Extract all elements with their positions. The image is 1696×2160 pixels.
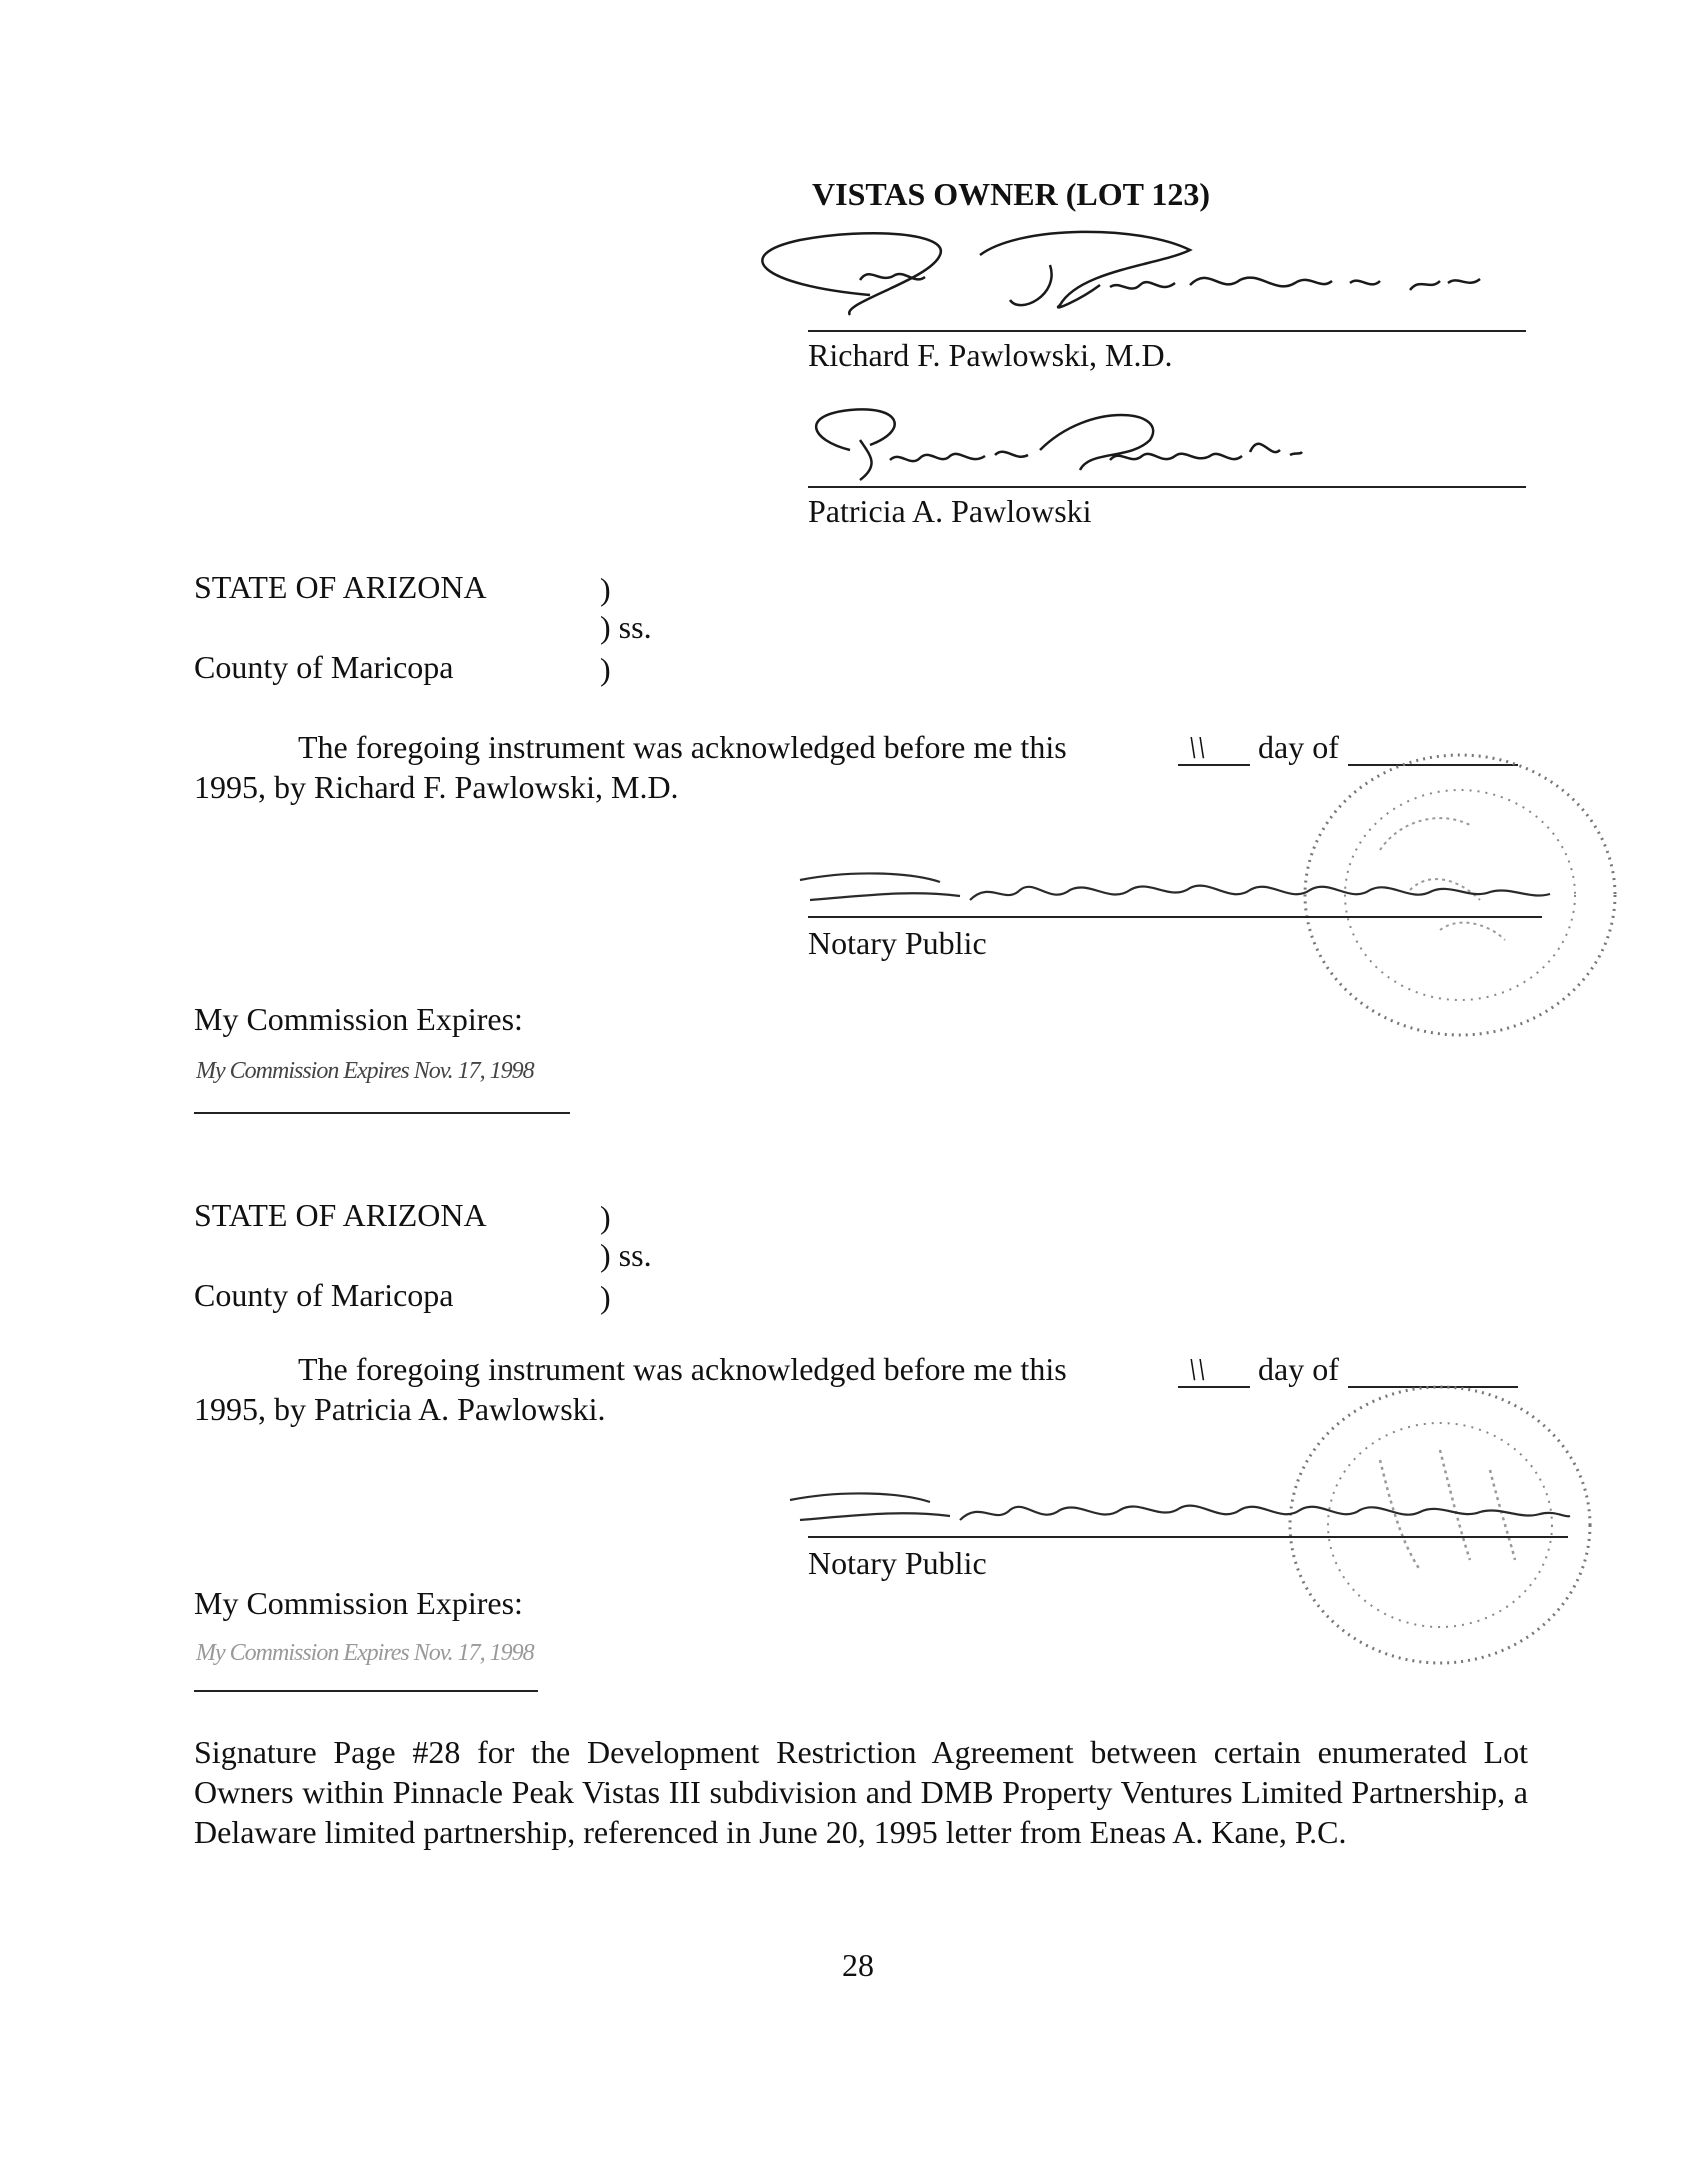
ack1-body-line2: 1995, by Richard F. Pawlowski, M.D.	[194, 769, 679, 805]
page-number: 28	[842, 1947, 874, 1983]
notary-line-2	[808, 1536, 1568, 1538]
ack2-commission-stamp: My Commission Expires Nov. 17, 1998	[196, 1640, 534, 1666]
signature-patricia	[790, 400, 1350, 490]
notary-line-1	[808, 916, 1542, 918]
ack1-notary-label: Notary Public	[808, 925, 987, 961]
notary-signature-2	[780, 1480, 1580, 1550]
ack2-day-value: \\	[1188, 1351, 1206, 1387]
signature-line-richard	[808, 330, 1526, 332]
signature-richard	[720, 225, 1540, 335]
ack1-commission-stamp: My Commission Expires Nov. 17, 1998	[196, 1058, 534, 1084]
ack1-ss: ) ss.	[600, 609, 652, 645]
ack2-notary-label: Notary Public	[808, 1545, 987, 1581]
ack1-commission-label: My Commission Expires:	[194, 1001, 523, 1037]
signer2-name: Patricia A. Pawlowski	[808, 493, 1092, 529]
ack2-commission-line	[194, 1690, 538, 1692]
ack2-paren-top: )	[600, 1199, 611, 1235]
ack2-commission-label: My Commission Expires:	[194, 1585, 523, 1621]
ack1-commission-line	[194, 1112, 570, 1114]
ack1-day-of: day of	[1258, 729, 1339, 765]
ack1-paren-top: )	[600, 571, 611, 607]
signature-page-paragraph: Signature Page #28 for the Development Restriction Agreement between certain enumerated Lot Owners within Pinnacle Peak Vistas III subdivision and DMB Property Ventures Limited Partnership, a Delaware limited partnership, referenced in June 20, 1995 letter from Eneas A. Kane, P.C.	[194, 1734, 1528, 1850]
ack2-body-line1: The foregoing instrument was acknowledged before me this	[298, 1351, 1067, 1387]
ack1-county: County of Maricopa	[194, 649, 454, 685]
signature-line-patricia	[808, 486, 1526, 488]
ack2-day-blank	[1178, 1386, 1250, 1388]
ack1-body-line1: The foregoing instrument was acknowledged before me this	[298, 729, 1067, 765]
ack2-paren-bottom: )	[600, 1279, 611, 1315]
ack2-state: STATE OF ARIZONA	[194, 1197, 487, 1233]
ack2-day-of: day of	[1258, 1351, 1339, 1387]
owner-heading: VISTAS OWNER (LOT 123)	[812, 176, 1210, 212]
ack2-body-line2: 1995, by Patricia A. Pawlowski.	[194, 1391, 606, 1427]
ack1-day-value: \\	[1188, 729, 1206, 765]
ack2-ss: ) ss.	[600, 1237, 652, 1273]
ack2-county: County of Maricopa	[194, 1277, 454, 1313]
notary-signature-1	[790, 860, 1570, 930]
signer1-name: Richard F. Pawlowski, M.D.	[808, 337, 1173, 373]
ack1-paren-bottom: )	[600, 651, 611, 687]
ack1-day-blank	[1178, 764, 1250, 766]
ack1-state: STATE OF ARIZONA	[194, 569, 487, 605]
